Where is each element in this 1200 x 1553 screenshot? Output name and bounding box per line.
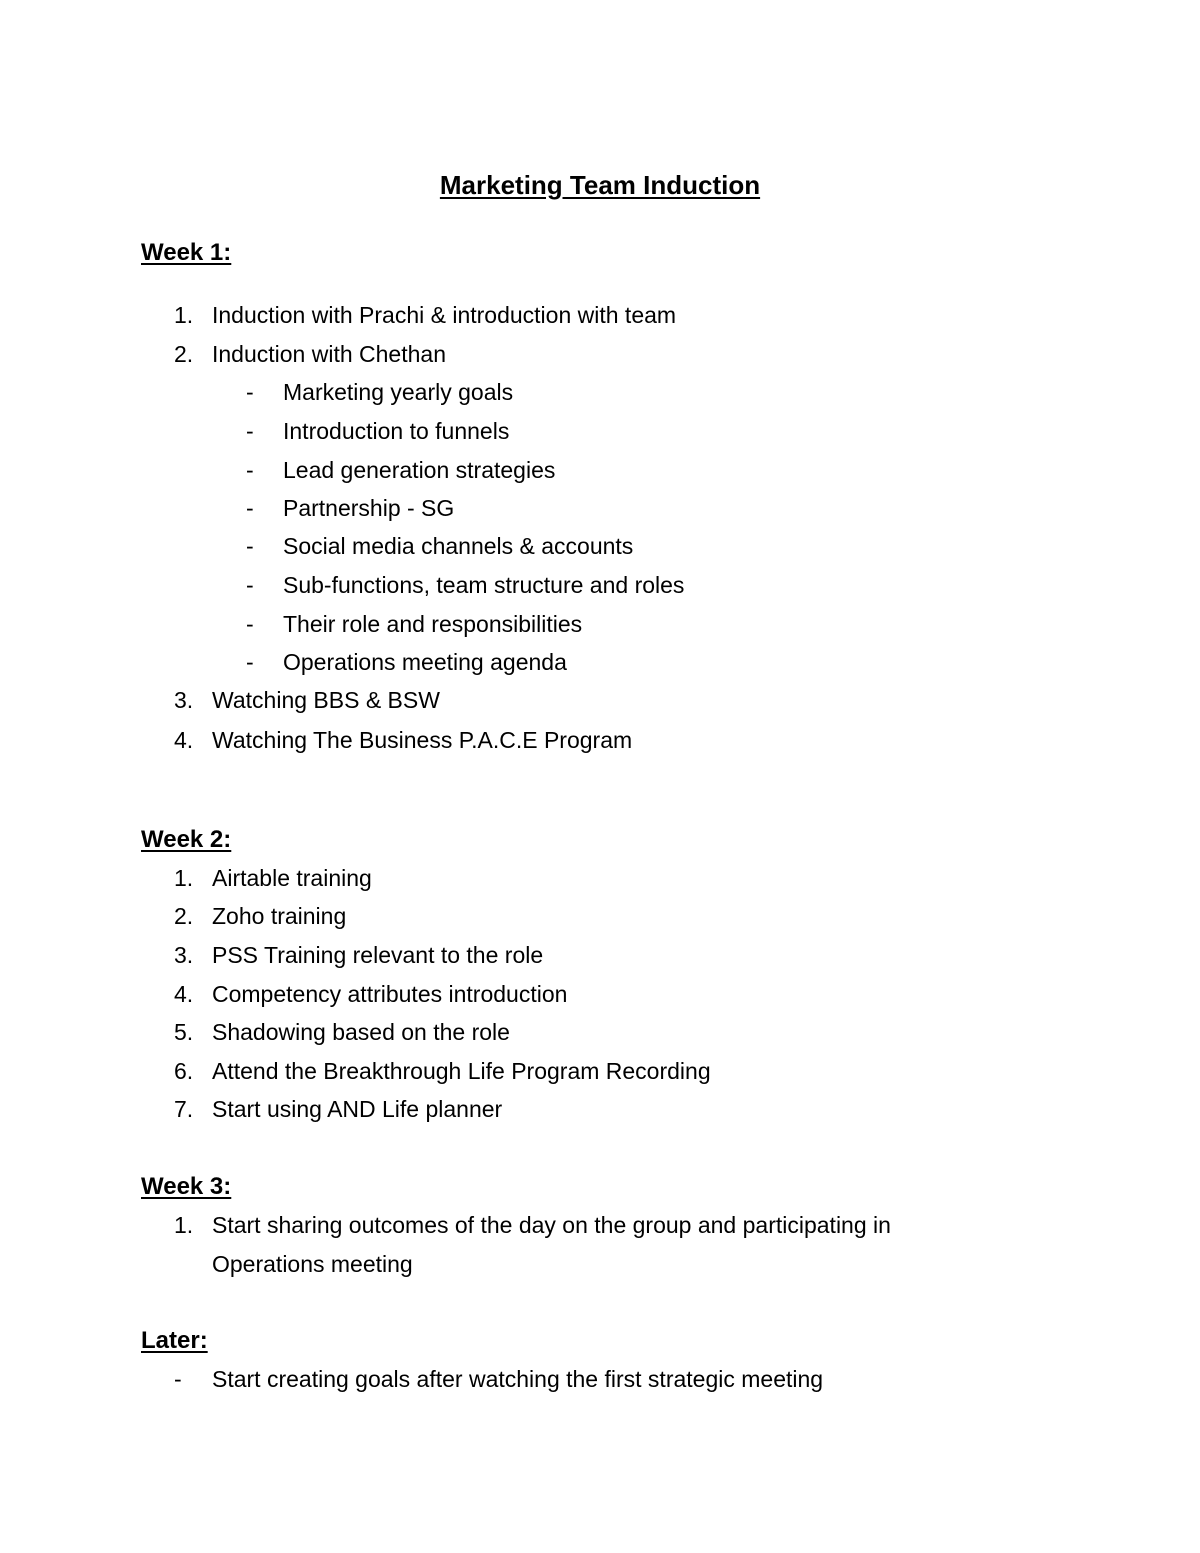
dash-bullet: -	[246, 572, 254, 598]
dash-bullet: -	[246, 418, 254, 444]
dash-bullet: -	[246, 533, 254, 559]
dash-bullet: -	[246, 379, 254, 405]
list-text: Shadowing based on the role	[212, 1019, 510, 1045]
sub-list-text: Operations meeting agenda	[283, 649, 567, 675]
sub-list-text: Lead generation strategies	[283, 457, 556, 483]
list-number: 4.	[174, 727, 194, 753]
list-number: 1.	[174, 1212, 194, 1238]
list-text: Operations meeting	[212, 1251, 413, 1277]
list-text: Airtable training	[212, 865, 372, 891]
list-text: Start using AND Life planner	[212, 1096, 503, 1122]
document-title: Marketing Team Induction	[439, 170, 761, 200]
list-number: 2.	[174, 903, 194, 929]
list-number: 3.	[174, 687, 194, 713]
list-number: 5.	[174, 1019, 194, 1045]
dash-bullet: -	[246, 457, 254, 483]
list-text: Start creating goals after watching the first strategic meeting	[212, 1366, 824, 1392]
dash-bullet: -	[246, 611, 254, 637]
list-number: 6.	[174, 1058, 194, 1084]
list-text: Start sharing outcomes of the day on the group and participating in	[212, 1212, 891, 1238]
dash-bullet: -	[246, 495, 254, 521]
list-text: Zoho training	[212, 903, 347, 929]
sub-list-text: Partnership - SG	[283, 495, 455, 521]
list-text: Competency attributes introduction	[212, 981, 568, 1007]
sub-list-text: Sub-functions, team structure and roles	[283, 572, 685, 598]
list-number: 4.	[174, 981, 194, 1007]
list-text: Watching The Business P.A.C.E Program	[212, 727, 633, 753]
sub-list-text: Their role and responsibilities	[283, 611, 583, 637]
dash-bullet: -	[174, 1366, 182, 1392]
list-text: Induction with Prachi & introduction with team	[212, 302, 677, 328]
list-text: Watching BBS & BSW	[212, 687, 440, 713]
dash-bullet: -	[246, 649, 254, 675]
sub-list-text: Social media channels & accounts	[283, 533, 634, 559]
week-3-heading: Week 3:	[141, 1173, 232, 1200]
list-text: Induction with Chethan	[212, 341, 446, 367]
list-number: 1.	[174, 865, 194, 891]
week-1-heading: Week 1:	[141, 239, 232, 266]
list-number: 7.	[174, 1096, 194, 1122]
list-text: PSS Training relevant to the role	[212, 942, 544, 968]
week-2-heading: Week 2:	[141, 826, 232, 853]
list-number: 1.	[174, 302, 194, 328]
list-number: 3.	[174, 942, 194, 968]
list-text: Attend the Breakthrough Life Program Recording	[212, 1058, 711, 1084]
sub-list-text: Introduction to funnels	[283, 418, 510, 444]
list-number: 2.	[174, 341, 194, 367]
sub-list-text: Marketing yearly goals	[283, 379, 514, 405]
later-heading: Later:	[141, 1327, 208, 1354]
